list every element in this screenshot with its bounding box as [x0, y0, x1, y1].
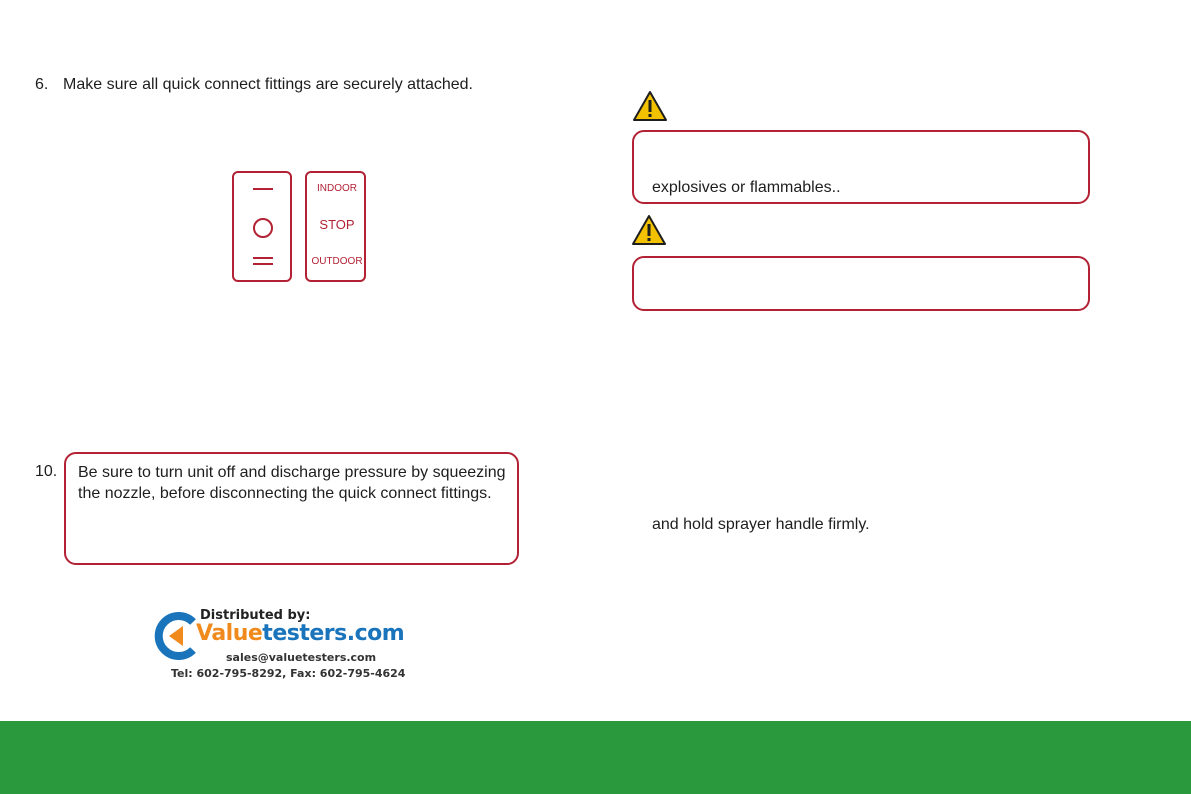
warning-triangle-icon	[632, 90, 668, 122]
stop-label: STOP	[319, 217, 355, 232]
brand-name	[196, 621, 404, 646]
switch-symbol-plate	[232, 171, 292, 282]
step-10-line-1: Be sure to turn unit off and discharge pressure by squeezing	[78, 464, 506, 481]
indoor-label: INDOOR	[317, 183, 357, 194]
distributor-email: sales@valuetesters.com	[226, 651, 377, 664]
double-line-symbol-bottom	[253, 263, 273, 265]
outdoor-label: OUTDOOR	[311, 256, 363, 267]
brand-prefix: Value	[196, 621, 263, 646]
switch-label-plate	[305, 171, 366, 282]
step-10-line-2: the nozzle, before disconnecting the quick connect fittings.	[78, 485, 492, 502]
warning-1-text: explosives or flammables..	[652, 179, 841, 196]
sprayer-handle-text: and hold sprayer handle firmly.	[652, 516, 870, 533]
warning-2-box	[632, 256, 1090, 311]
brand-suffix: testers.com	[262, 621, 405, 646]
warning-1-box	[632, 130, 1090, 204]
step-6-text: Make sure all quick connect fittings are securely attached.	[63, 76, 473, 93]
distributed-by-label: Distributed by:	[200, 608, 311, 623]
warning-triangle-icon	[631, 214, 667, 246]
valuetesters-logo-icon	[153, 612, 199, 660]
footer-bar	[0, 721, 1191, 794]
on-line-symbol	[253, 188, 273, 190]
off-circle-symbol	[253, 218, 273, 238]
step-10-callout-box	[64, 452, 519, 565]
step-6-number: 6.	[35, 76, 49, 93]
step-10-number: 10.	[35, 463, 58, 480]
double-line-symbol-top	[253, 257, 273, 259]
distributor-phone-fax: Tel: 602-795-8292, Fax: 602-795-4624	[171, 667, 406, 680]
